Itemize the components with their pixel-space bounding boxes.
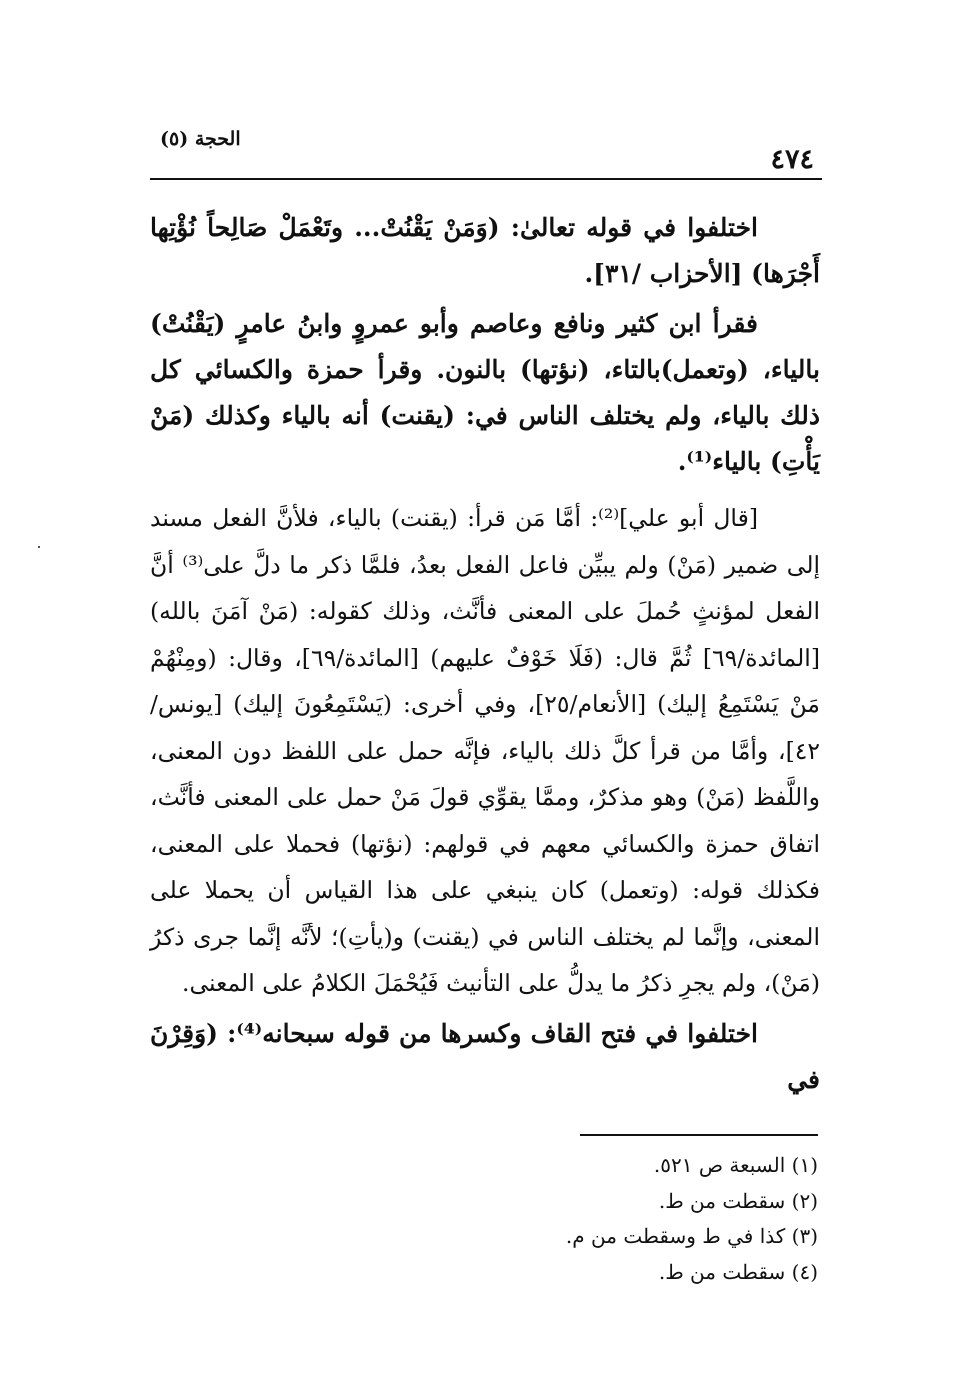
page-header <box>150 118 822 178</box>
running-title: الحجة (٥) <box>160 128 241 150</box>
paragraph-3: [قال أبو علي]⁽²⁾: أمَّا مَن قرأ: (يقنت) بالياء، فلأنَّ الفعل مسند إلى ضمير (مَنْ) ولم يبيِّن فاعل الفعل بعدُ، فلمَّا ذكر ما دلَّ على⁽³⁾ أنَّ الفعل لمؤنثٍ حُملَ على المعنى فأنَّث، وذلك كقوله: (مَنْ آمَنَ بالله) [المائدة/٦٩] ثُمَّ قال: (فَلَا خَوْفٌ عليهم) [المائدة/٦٩]، وقال: (ومِنْهُمْ مَنْ يَسْتَمِعُ إليك) [الأنعام/٢٥]، وفي أخرى: (يَسْتَمِعُونَ إليك) [يونس/٤٢]، وأمَّا من قرأ كلَّ ذلك بالياء، فإنَّه حمل على اللفظ دون المعنى، واللَّفظ (مَنْ) وهو مذكرٌ، وممَّا يقوِّي قولَ مَنْ حمل على المعنى فأنَّث، اتفاق حمزة والكسائي معهم في قولهم: (نؤتها) فحملا على المعنى، فكذلك قوله: (وتعمل) كان ينبغي على هذا القياس أن يحملا على المعنى، وإنَّما لم يختلف الناس في (يقنت) و(يأتِ)؛ لأنَّه إنَّما جرى ذكرُ (مَنْ)، ولم يجرِ ذكرُ ما يدلُّ على التأنيث فَيُحْمَلَ الكلامُ على المعنى. <box>150 504 821 997</box>
main-text <box>150 205 820 1103</box>
footnote-rule <box>580 1134 818 1136</box>
footnote-3: (٣) كذا في ط وسقطت من م. <box>565 1224 818 1248</box>
footnote-2: (٢) سقطت من ط. <box>658 1188 818 1213</box>
page-number: ٤٧٤ <box>770 144 814 175</box>
paragraph-2: فقرأ ابن كثير ونافع وعاصم وأبو عمروٍ وابنُ عامرٍ (يَقْنُتْ) بالياء، (وتعمل)بالتاء، (نؤتها) بالنون. وقرأ حمزة والكسائي كل ذلك بالياء، ولم يختلف الناس في: (يقنت) أنه بالياء وكذلك (مَنْ يَأْتِ) بالياء⁽¹⁾. <box>150 309 820 476</box>
scan-speck <box>38 546 40 548</box>
footnote-1: (١) السبعة ص ٥٢١. <box>653 1153 818 1177</box>
footnotes <box>150 1148 818 1290</box>
paragraph-1: اختلفوا في قوله تعالىٰ: (وَمَنْ يَقْنُتْ... وتَعْمَلْ صَالِحاً نُؤْتِها أَجْرَها) [الأحزاب /٣١]. <box>150 213 820 288</box>
header-rule <box>150 178 822 180</box>
paragraph-4: اختلفوا في فتح القاف وكسرها من قوله سبحانه⁽⁴⁾: (وَقِرْنَ في <box>150 1018 820 1094</box>
footnote-4: (٤) سقطت من ط. <box>658 1259 818 1284</box>
paragraph-gap <box>150 485 820 495</box>
